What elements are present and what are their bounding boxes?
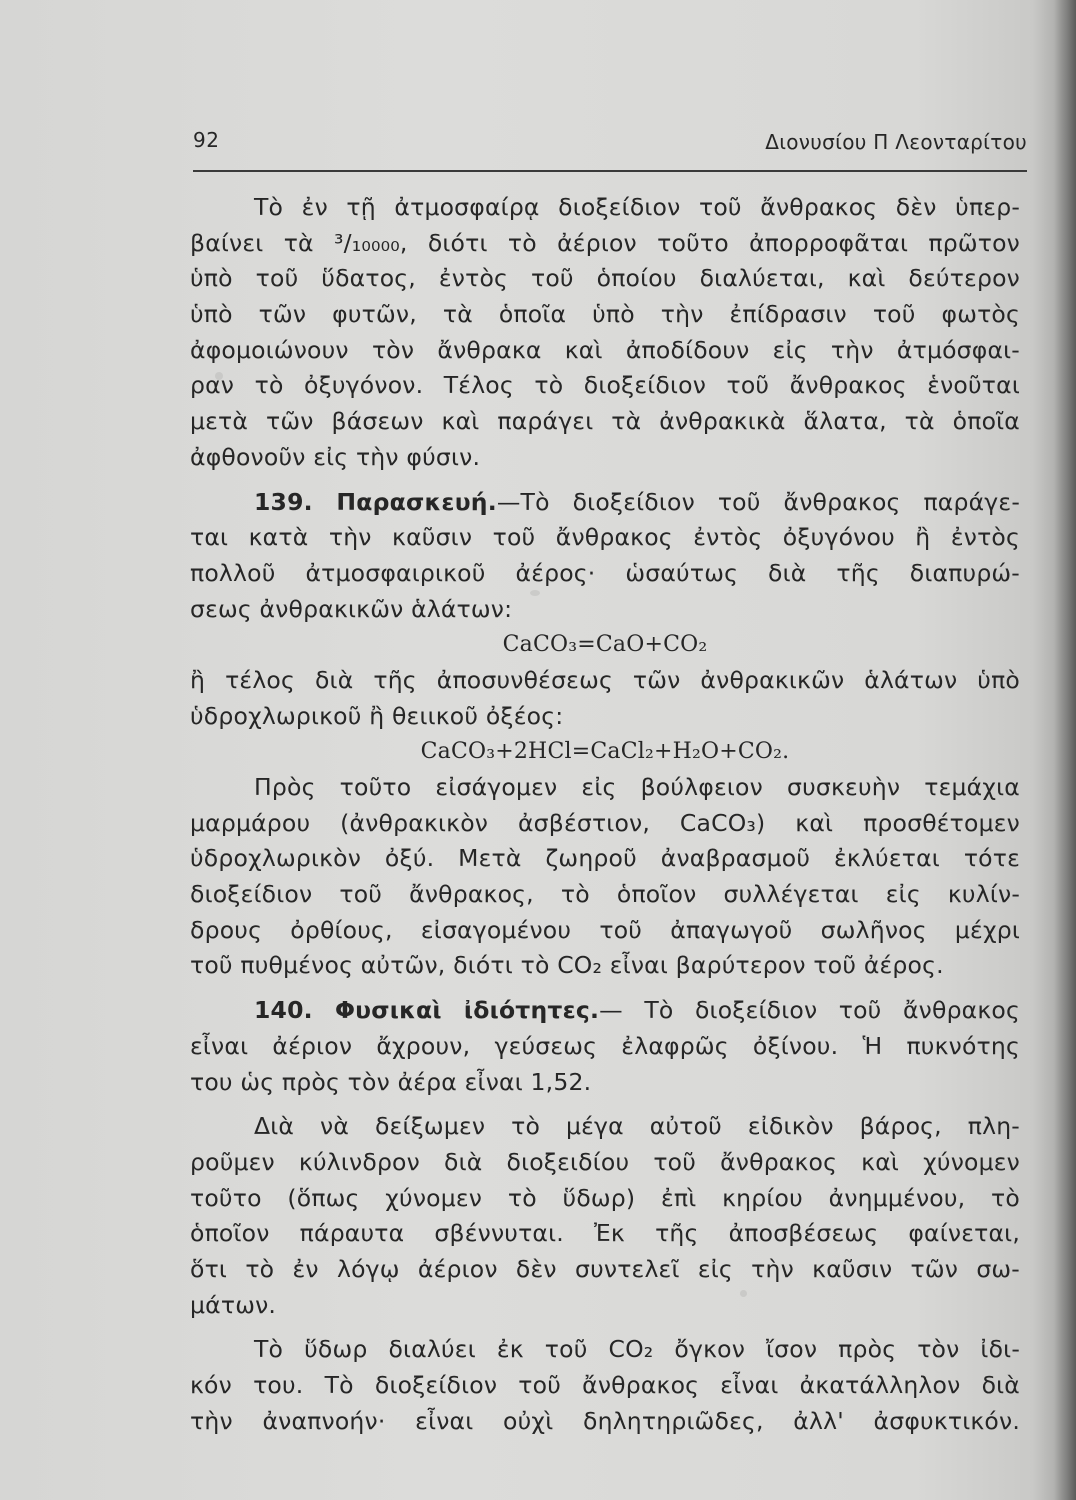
text-line: ἀφομοιώνουν τὸν ἄνθρακα καὶ ἀποδίδουν εἰς τὴν ἀτμόσφαι- [190,335,1020,364]
chemical-equation: CaCO₃=CaO+CO₂ [502,632,708,658]
header-rule [193,170,1027,172]
text-line: τοῦτο (ὅπως χύνομεν τὸ ὕδωρ) ἐπὶ κηρίου ἀνημμένου, τὸ [190,1183,1020,1212]
text-line: βαίνει τὰ ³/₁₀₀₀₀, διότι τὸ ἀέριον τοῦτο ἀπορροφᾶται πρῶτον [190,228,1020,257]
text-line: ὑδροχλωρικὸν ὀξύ. Μετὰ ζωηροῦ ἀναβρασμοῦ ἐκλύεται τότε [190,844,1020,873]
section-140-text: — Τὸ διοξείδιον τοῦ ἄνθρακος [599,996,1020,1025]
page-header [193,128,1027,158]
text-line: μάτων. [190,1290,277,1319]
text-line: μαρμάρου (ἀνθρακικὸν ἀσβέστιον, CaCO₃) καὶ προσθέτομεν [190,808,1020,837]
text-line: ὑπὸ τοῦ ὕδατος, ἐντὸς τοῦ ὁποίου διαλύεται, καὶ δεύτερον [190,264,1020,293]
text-line: εἶναι ἀέριον ἄχρουν, γεύσεως ἐλαφρῶς ὀξίνου. Ἡ πυκνότης [190,1031,1020,1060]
text-line: ται κατὰ τὴν καῦσιν τοῦ ἄνθρακος ἐντὸς ὀξυγόνου ἢ ἐντὸς [190,523,1020,552]
text-line: του ὡς πρὸς τὸν ἀέρα εἶναι 1,52. [190,1067,592,1096]
text-line: ὑπὸ τῶν φυτῶν, τὰ ὁποῖα ὑπὸ τὴν ἐπίδρασιν τοῦ φωτὸς [190,300,1020,329]
text-line: Τὸ ἐν τῇ ἀτμοσφαίρᾳ διοξείδιον τοῦ ἄνθρακος δὲν ὑπερ- [254,193,1020,221]
text-line: Πρὸς τοῦτο εἰσάγομεν εἰς βούλφειον συσκευὴν τεμάχια [254,773,1020,801]
section-heading-139: 139. Παρασκευή. [254,487,497,516]
text-line: δρους ὀρθίους, εἰσαγομένου τοῦ ἀπαγωγοῦ σωλῆνος μέχρι [190,915,1020,944]
text-line: ὅτι τὸ ἐν λόγῳ ἀέριον δὲν συντελεῖ εἰς τὴν καῦσιν τῶν σω- [190,1254,1020,1283]
text-line: κόν του. Τὸ διοξείδιον τοῦ ἄνθρακος εἶναι ἀκατάλληλον διὰ [190,1371,1020,1399]
text-line: μετὰ τῶν βάσεων καὶ παράγει τὰ ἀνθρακικὰ ἅλατα, τὰ ὁποῖα [190,407,1020,436]
paragraph-gap [190,1100,1020,1109]
text-line: ὁποῖον πάραυτα σβέννυται. Ἐκ τῆς ἀποσβέσεως φαίνεται, [190,1219,1020,1248]
body-text [190,190,1020,1439]
page-number: 92 [193,128,220,152]
paragraph-gap [190,1323,1020,1332]
text-line: ραν τὸ ὀξυγόνον. Τέλος τὸ διοξείδιον τοῦ ἄνθρακος ἑνοῦται [190,371,1020,400]
page-spine-shadow [1054,0,1076,1500]
section-139-text: —Τὸ διοξείδιον τοῦ ἄνθρακος παράγε- [496,487,1020,516]
text-line: ἢ τέλος διὰ τῆς ἀποσυνθέσεως τῶν ἀνθρακικῶν ἁλάτων ὑπὸ [190,665,1020,694]
chemical-equation: CaCO₃+2HCl=CaCl₂+H₂O+CO₂. [420,739,790,765]
paragraph-gap [190,984,1020,993]
text-line: Τὸ ὕδωρ διαλύει ἐκ τοῦ CO₂ ὄγκον ἴσον πρὸς τὸν ἰδι- [254,1335,1020,1364]
section-140-first-line [190,993,1020,1029]
text-line: σεως ἀνθρακικῶν ἁλάτων: [190,594,513,623]
running-head: Διονυσίου Π Λεονταρίτου [765,130,1027,154]
text-line: πολλοῦ ἀτμοσφαιρικοῦ ἀέρος· ὡσαύτως διὰ τῆς διαπυρώ- [190,558,1020,587]
text-line: ἀφθονοῦν εἰς τὴν φύσιν. [190,442,481,471]
text-line: ροῦμεν κύλινδρον διὰ διοξειδίου τοῦ ἄνθρακος καὶ χύνομεν [190,1147,1020,1176]
paragraph-gap [190,476,1020,485]
text-line: τοῦ πυθμένος αὐτῶν, διότι τὸ CO₂ εἶναι βαρύτερον τοῦ ἀέρος. [190,951,944,980]
text-line: τὴν ἀναπνοήν· εἶναι οὐχὶ δηλητηριῶδες, ἀλλ' ἀσφυκτικόν. [190,1406,1020,1435]
text-line: Διὰ νὰ δείξωμεν τὸ μέγα αὐτοῦ εἰδικὸν βάρος, πλη- [254,1112,1020,1141]
text-line: διοξείδιον τοῦ ἄνθρακος, τὸ ὁποῖον συλλέγεται εἰς κυλίν- [190,880,1020,909]
section-139-first-line [190,485,1020,521]
text-line: ὑδροχλωρικοῦ ἢ θειικοῦ ὀξέος: [190,701,564,730]
section-heading-140: 140. Φυσικαὶ ἰδιότητες. [254,996,600,1025]
